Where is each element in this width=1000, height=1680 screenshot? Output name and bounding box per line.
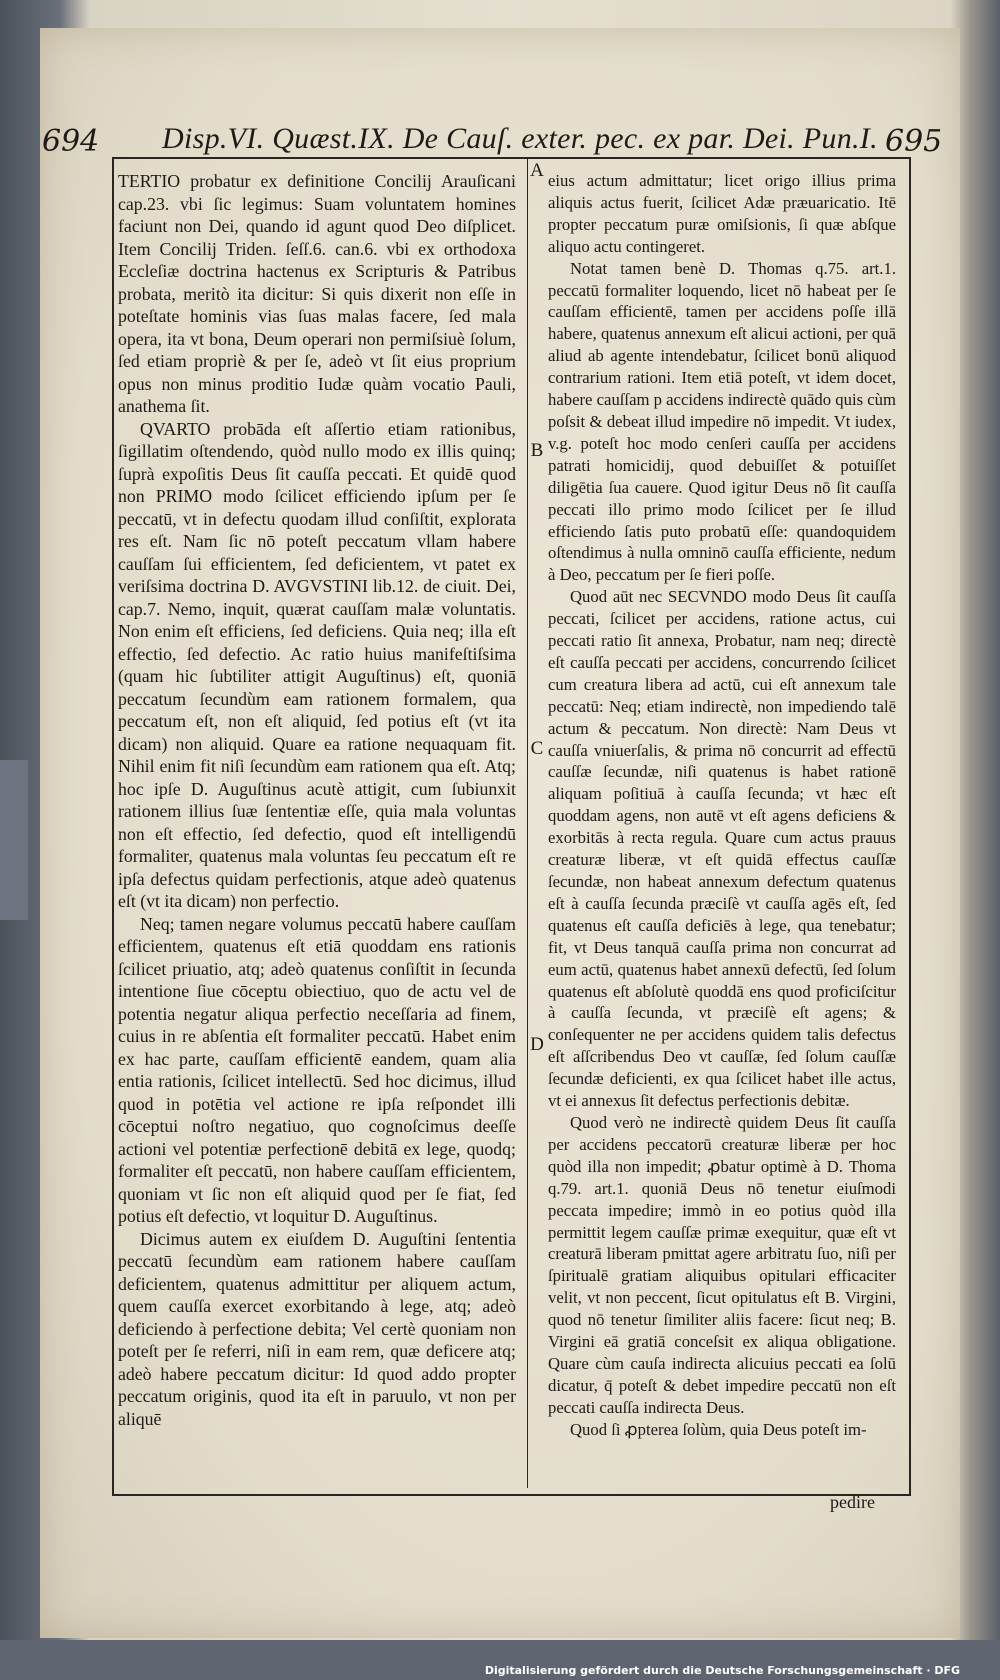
column-divider bbox=[527, 158, 528, 1488]
paragraph: Quod aūt nec SECVNDO modo Deus ſit cauſſa peccati, ſcilicet per accidens, ratione actus, cui peccati ratio ſit annexa, Probatur, nam neq; directè eſt cauſſa peccati per accidens, concurrendo ſcilicet cum creatura libera ad actū, cui eſt annexum tale peccatū: Neq; etiam indirectè, non impediendo talē actum & peccatum. Non directè: Nam Deus vt cauſſa vniuerſalis, & prima nō concurrit ad effectū cauſſæ ſecundæ, niſi quatenus is habet rationē aliquam poſitiuā à cauſſa ſecunda; vt hæc eſt quoddam agens, non autē vt eſt agens deficiens & exorbitās à recta regula. Quare cum actus prauus creaturæ liberæ, vt eſt quidā effectus cauſſæ ſecundæ, non habeat annexum defectum quatenus eſt à cauſſa ſecunda præciſè vt cauſſa agēs eſt, ſed quatenus eſt cauſſa deficiēs à lege, qua tenebatur; fit, vt Deus tanquā cauſſa prima non concurrat ad eum actū, quatenus habet annexū defectū, ſed ſolum quatenus eſt abſolutè quoddā ens quod proficiſcitur à cauſſa ſecunda, vt præciſè eſt agens; & conſequenter ne per accidens quidem talis defectus eſt aſſcribendus Deo vt cauſſæ, ſed ſolum cauſſæ ſecundæ deficienti, ex qua ſcilicet habet ille actus, vt ei annexus ſit defectus perfectionis debitæ. bbox=[548, 587, 896, 1111]
paragraph: Neq; tamen negare volumus peccatū habere cauſſam efficientem, quatenus eſt etiā quoddam ens rationis ſcilicet priuatio, atq; adeò quatenus conſiſtit in ſecunda intentione ſiue cōceptu obiectiuo, quo de actu vel de potentia negatur aliqua perfectio neceſſaria ad finem, cuius in re abſentia eſt formaliter peccatū. Habet enim ex hac parte, cauſſam efficientē eandem, quam alia entia rationis, ſcilicet intellectū. Sed hoc dicimus, illud quod in potētia vel actione re ipſa reſpondet illi cōceptui noſtro negatiuo, quo cognoſcimus deeſſe actioni vel potentiæ perfectionē debitā ex lege, quodq; formaliter eſt peccatū, non habere cauſſam efficientem, quoniam vt ſic non eſt aliquid quod per ſe fiat, ſed potius eſt defectio, vt loquitur D. Auguſtinus. bbox=[118, 913, 516, 1226]
paragraph: eius actum admittatur; licet origo illius prima aliquis actus fuerit, ſcilicet Adæ præuaricatio. Itē propter peccatum puræ omiſsionis, ſi quæ abſque aliquo actu contingeret. bbox=[548, 171, 896, 256]
paragraph: TERTIO probatur ex definitione Concilij Arauſicani cap.23. vbi ſic legimus: Suam voluntatem homines faciunt non Dei, quando id agunt quod Deo diſplicet. Item Concilij Triden. ſeſſ.6. can.6. vbi ex orthodoxa Eccleſiæ doctrina hactenus ex Scripturis & Patribus probata, meritò ita dicitur: Si quis dixerit non eſſe in poteſtate hominis vias ſuas malas facere, ſed mala opera, ita vt bona, Deum operari non permiſsiuè ſolum, ſed etiam propriè & per ſe, adeò vt ſit eius proprium opus non minus proditio Iudæ quàm vocatio Pauli, anathema ſit. bbox=[118, 171, 516, 416]
digitization-credit: Digitalisierung gefördert durch die Deutsche Forschungsgemeinschaft · DFG bbox=[484, 1664, 960, 1677]
page-tab bbox=[0, 760, 28, 920]
paragraph: Dicimus autem ex eiuſdem D. Auguſtini ſententia peccatū ſecundùm eam rationem habere cauſſam deficientem, quatenus admittitur per aliquem actum, quem cauſſa exercet exorbitando à lege, atq; adeò deficiendo à perfectione debita; Vel certè quoniam non poteſt per ſe referri, niſi in eam rem, quæ deficere atq; adeò habere peccatum dicitur: Id quod addo propter peccatum originis, quod ita eſt in paruulo, vt non per aliquē bbox=[118, 1228, 516, 1429]
page-number-left: 694 bbox=[42, 124, 100, 159]
paragraph: Quod verò ne indirectè quidem Deus ſit cauſſa per accidens peccatorū creaturæ liberæ per hoc quòd illa non impedit; ꝓbatur optimè à D. Thoma q.79. art.1. quoniā Deus nō tenetur eiuſmodi peccata impedire; immò in eo potius quòd illa permittit legem cauſſæ primæ exequitur, quæ eſt vt creaturā liberam pmittat agere arbitratu ſuo, niſi per ſpiritualē gratiam aliquibus opitulari efficaciter velit, vt non peccent, ſicut opitulatus eſt B. Virgini, quod nō tenetur ſimiliter aliis facere: ſicut neq; B. Virgini eā gratiā conceſsit ex aliqua obligatione. Quare cùm cauſa indirecta alicuius peccati ea ſolū dicatur, q̄ poteſt & debet impedire peccatū non eſt peccati cauſſa indirecta Deus. bbox=[548, 1112, 896, 1417]
margin-marker-c: C bbox=[530, 738, 544, 759]
running-title: Disp.VI. Quæst.IX. De Cauſ. exter. pec. ex par. Dei. Pun.I. bbox=[162, 122, 878, 155]
margin-marker-b: B bbox=[530, 440, 544, 461]
paragraph: Notat tamen benè D. Thomas q.75. art.1. peccatū formaliter loquendo, licet nō habeat per ſe cauſſam efficientē, tamen per accidens poſſe illā habere, quatenus annexum eſt alicui actioni, per quā aliud ab agente intendebatur, ſcilicet bonū aliquod contrarium rationi. Item etiā poteſt, vt idem docet, habere cauſſam p accidens indirectè quādo quis cùm poſsit & debeat illud impedire nō impedit. Vt iudex, v.g. poteſt hoc modo cenſeri cauſſa per accidens patrati homicidij, quod debuiſſet & potuiſſet diligētia ſua cauere. Quod igitur Deus nō ſit cauſſa peccati illo primo modo ſcilicet per ſe illud efficiendo ſatis puto probatū eſſe: quandoquidem oſtendimus à nulla omninō cauſſa efficiente, nedum à Deo, peccatum per ſe fieri poſſe. bbox=[548, 258, 896, 585]
paragraph: Quod ſi ꝓpterea ſolùm, quia Deus poteſt im- bbox=[570, 1419, 867, 1439]
right-column bbox=[548, 170, 896, 1441]
margin-marker-d: D bbox=[530, 1034, 544, 1055]
catchword: pedire bbox=[830, 1492, 875, 1512]
margin-marker-a: A bbox=[530, 160, 544, 181]
left-column bbox=[118, 170, 516, 1430]
paragraph: QVARTO probāda eſt aſſertio etiam rationibus, ſigillatim oſtendendo, quòd nullo modo ex illis quinq; ſuprà expoſitis Deus ſit cauſſa peccati. Et quidē quod non PRIMO modo ſcilicet efficiendo ipſum per ſe peccatū, vt in defectu quodam illud conſiſtit, explorata res eſt. Nam ſic nō poteſt peccatum vllam habere cauſſam ſui efficientem, ſed deficientem, vt patet ex veriſsima doctrina D. AVGVSTINI lib.12. de ciuit. Dei, cap.7. Nemo, inquit, quærat cauſſam malæ voluntatis. Non enim eſt efficiens, ſed deficiens. Quia neq; illa eſt effectio, ſed defectio. Ac ratio huius manifeſtiſsima (quam hic ſubtiliter attigit Auguſtinus) eſt, quoniā peccatum ſecundùm eam rationem formalem, qua peccatum eſt, non eſt aliquid, ſed potius eſt (vt ita dicam) non aliquid. Quare ea ratione nequaquam fit. Nihil enim fit niſi ſecundùm eam rationem qua eſt. Atq; hoc ipſe D. Auguſtinus acutè attigit, cum ſubiunxit rationem illius ſuæ ſententiæ eſſe, quia mala voluntas non eſt effectio, ſed defectio, quod eſt intelligendū formaliter, quatenus mala voluntas ſeu peccatum eſt re ipſa defectus quidam perfectionis, atque adeò quatenus eſt (vt ita dicam) non perfectio. bbox=[118, 418, 516, 911]
page-number-right: 695 bbox=[885, 124, 943, 159]
